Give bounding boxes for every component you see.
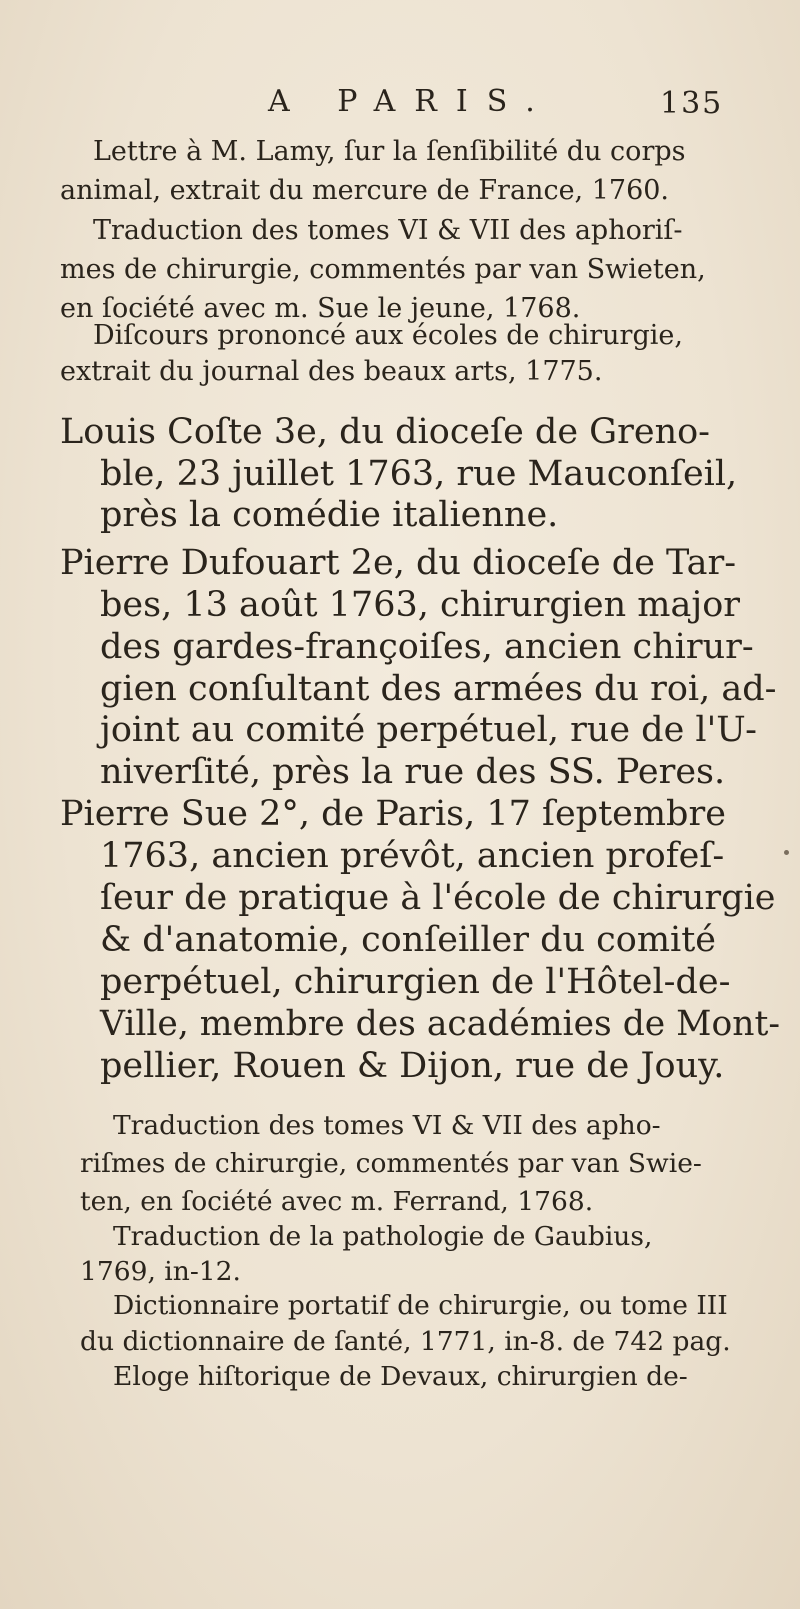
text-line: bes, 13 août 1763, chirurgien major [100,585,741,625]
text-line: Traduction de la pathologie de Gaubius, [113,1221,653,1252]
text-line: gien conſultant des armées du roi, ad- [100,669,777,709]
text-line: extrait du journal des beaux arts, 1775. [60,356,603,387]
text-line: ſeur de pratique à l'école de chirurgie [100,878,776,918]
text-line: Eloge hiſtorique de Devaux, chirurgien de- [113,1361,688,1392]
text-line: des gardes-françoiſes, ancien chirur- [100,627,754,667]
text-line: riſmes de chirurgie, commentés par van Swie- [80,1148,702,1179]
text-line: Pierre Sue 2°, de Paris, 17 ſeptembre [60,794,726,834]
text-line: Traduction des tomes VI & VII des apho- [113,1110,661,1141]
text-line: Pierre Dufouart 2e, du dioceſe de Tar- [60,543,737,583]
text-line: ble, 23 juillet 1763, rue Mauconſeil, [100,454,738,494]
text-line: & d'anatomie, conſeiller du comité [100,920,717,960]
text-line: près la comédie italienne. [100,495,559,535]
text-line: en ſociété avec m. Sue le jeune, 1768. [60,293,581,324]
text-line: joint au comité perpétuel, rue de l'U- [100,710,757,750]
text-line: Louis Coſte 3e, du dioceſe de Greno- [60,412,711,452]
text-line: ten, en ſociété avec m. Ferrand, 1768. [80,1186,594,1217]
running-head: A PARIS. [268,84,554,119]
text-line: perpétuel, chirurgien de l'Hôtel-de- [100,962,731,1002]
text-line: niverſité, près la rue des SS. Peres. [100,752,726,792]
text-line: Dictionnaire portatif de chirurgie, ou tome III [113,1290,728,1321]
text-line: 1769, in-12. [80,1256,241,1287]
page-number: 135 [660,86,724,121]
text-line: du dictionnaire de ſanté, 1771, in-8. de 742 pag. [80,1326,731,1357]
text-line: pellier, Rouen & Dijon, rue de Jouy. [100,1046,725,1086]
text-line: 1763, ancien prévôt, ancien profeſ- [100,836,725,876]
text-line: Ville, membre des académies de Mont- [100,1004,781,1044]
text-line: Diſcours prononcé aux écoles de chirurgie, [93,320,683,351]
text-line: animal, extrait du mercure de France, 1760. [60,175,670,206]
ink-speck [784,850,789,855]
text-line: Traduction des tomes VI & VII des aphoriſ- [93,215,683,246]
text-line: mes de chirurgie, commentés par van Swieten, [60,254,706,285]
page-header [0,84,800,130]
text-line: Lettre à M. Lamy, ſur la ſenſibilité du corps [93,136,686,167]
